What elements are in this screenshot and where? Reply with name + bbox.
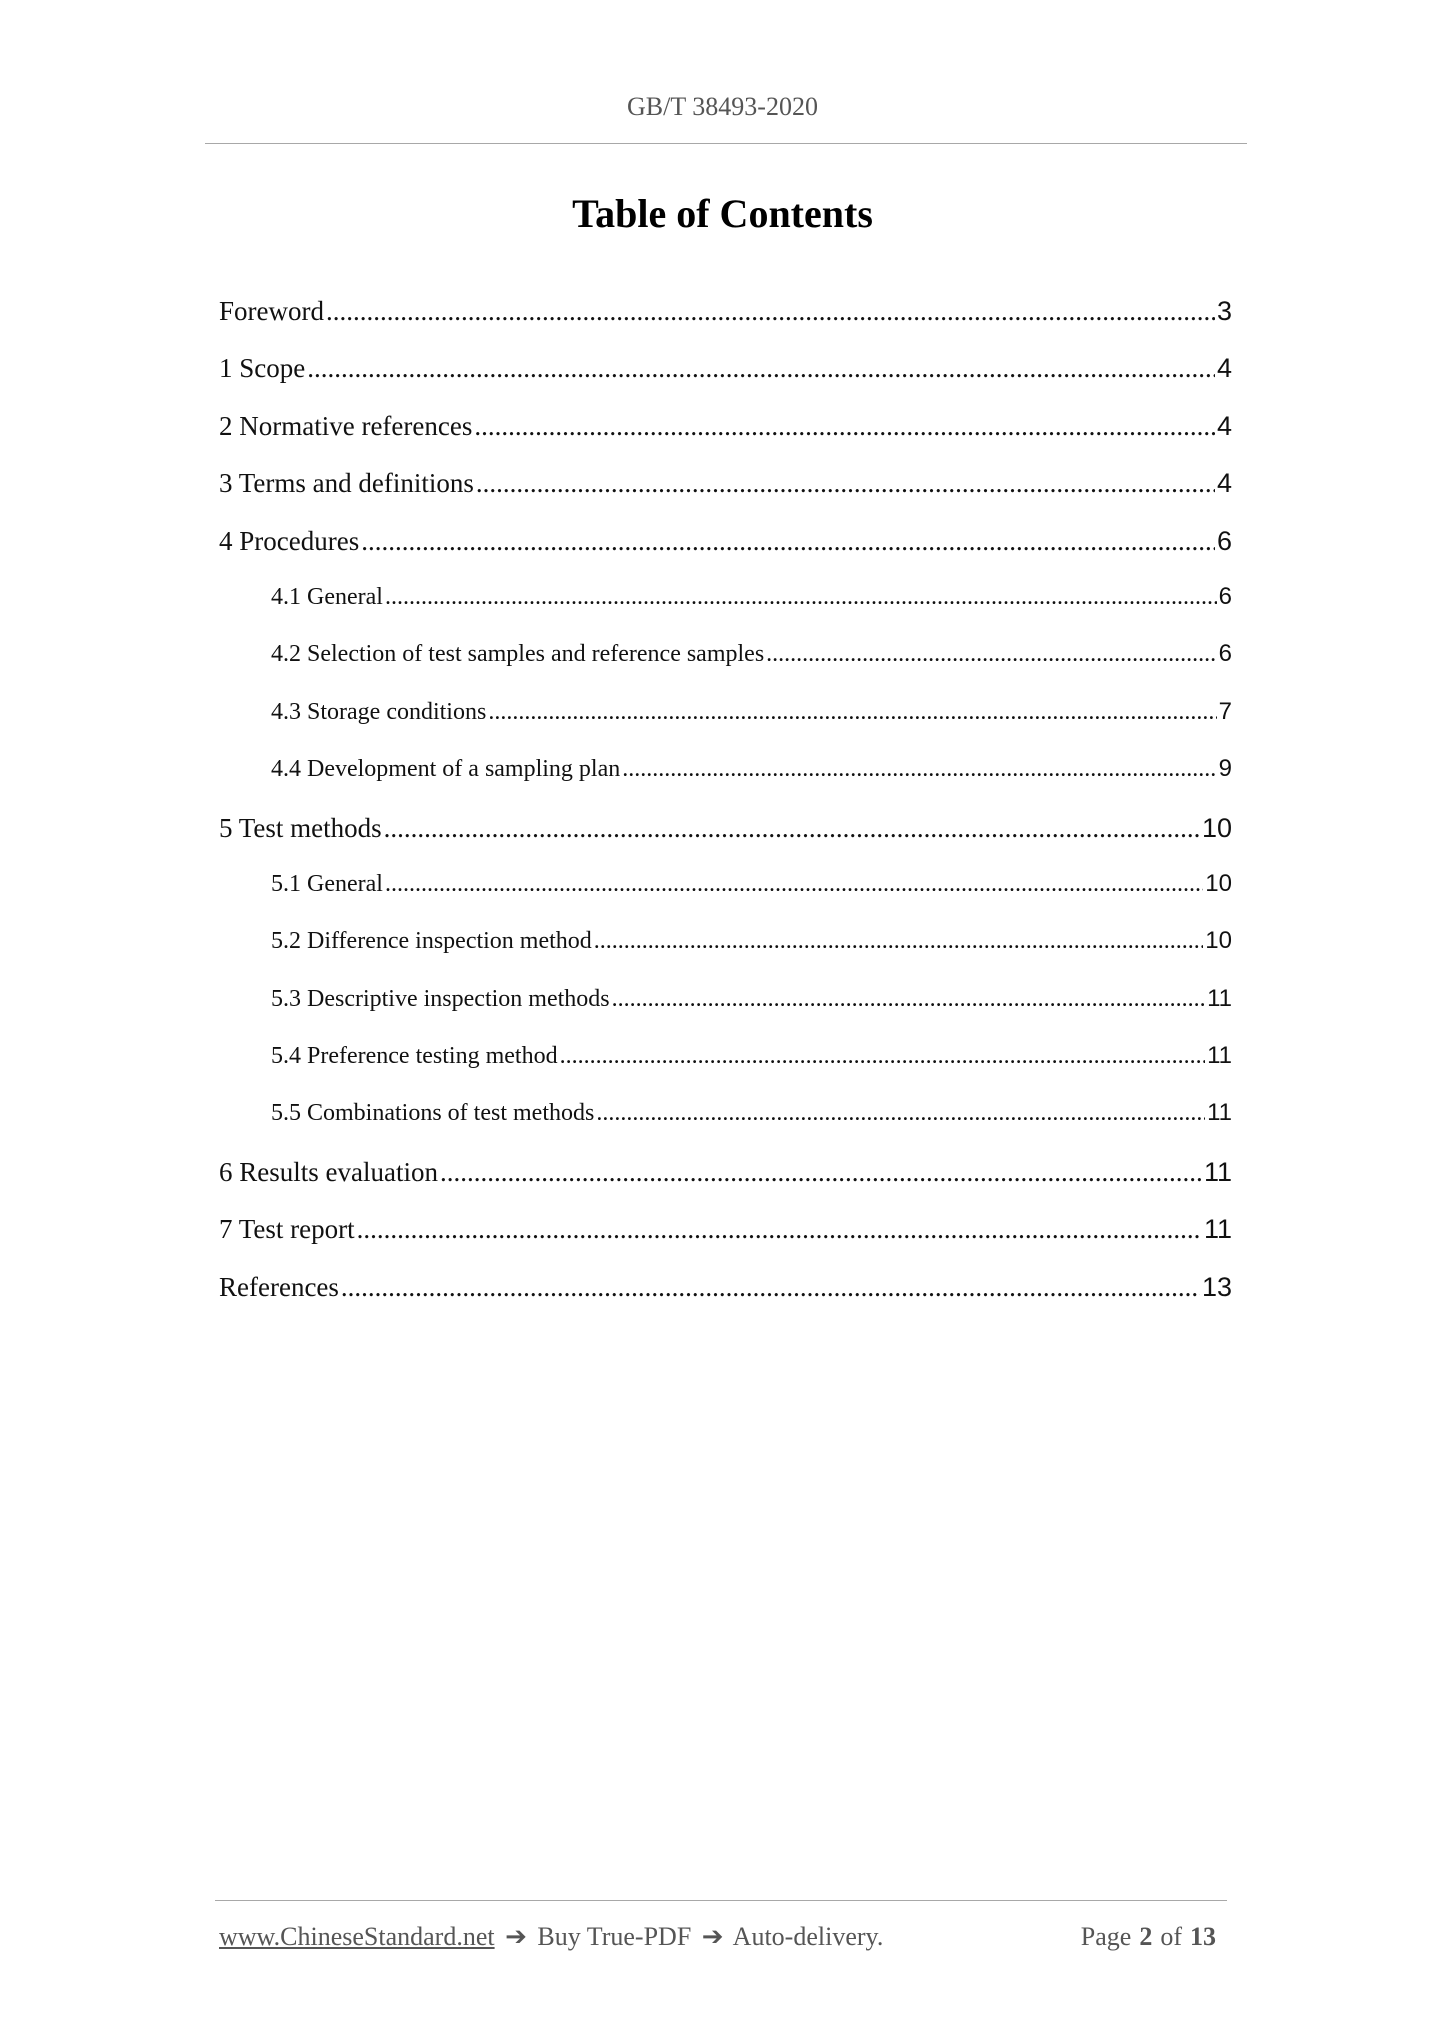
toc-entry-label: 5.2 Difference inspection method [271, 928, 592, 955]
toc-entry-label: 1 Scope [219, 353, 306, 384]
toc-entry-5-2-difference[interactable] [219, 927, 1232, 984]
toc-entry-label: 5.4 Preference testing method [271, 1043, 558, 1070]
toc-entry-label: 6 Results evaluation [219, 1156, 438, 1187]
toc-entry-label: 2 Normative references [219, 410, 473, 441]
toc-entry-page: 10 [1201, 812, 1232, 843]
toc-entry-page: 3 [1216, 296, 1232, 326]
toc-entry-page: 6 [1218, 640, 1232, 668]
toc-entry-page: 7 [1218, 697, 1232, 725]
toc-dot-leader [361, 526, 1215, 557]
toc-dot-leader [476, 468, 1215, 499]
page-indicator [1081, 1922, 1224, 1952]
toc-entry-page: 6 [1216, 525, 1232, 556]
toc-entry-label: 4.3 Storage conditions [271, 698, 487, 725]
toc-entry-label: 5.5 Combinations of test methods [271, 1100, 595, 1127]
page-footer [219, 1922, 1224, 1952]
toc-entry-page: 9 [1218, 755, 1232, 783]
toc-entry-page: 6 [1218, 582, 1232, 610]
toc-entry-label: 4 Procedures [219, 525, 360, 556]
toc-entry-label: References [219, 1271, 339, 1302]
toc-dot-leader [596, 1100, 1205, 1127]
toc-entry-test-report[interactable] [219, 1214, 1232, 1271]
toc-entry-5-4-preference[interactable] [219, 1042, 1232, 1099]
toc-dot-leader [440, 1157, 1202, 1188]
toc-entry-label: Foreword [219, 296, 324, 326]
site-link[interactable]: www.ChineseStandard.net [219, 1922, 495, 1951]
toc-dot-leader [560, 1043, 1206, 1070]
toc-entry-page: 4 [1216, 468, 1232, 499]
toc-entry-normative-references[interactable] [219, 411, 1232, 468]
toc-dot-leader [612, 986, 1205, 1013]
toc-entry-page: 10 [1205, 869, 1232, 897]
toc-dot-leader [474, 411, 1215, 442]
toc-entry-label: 5.1 General [271, 870, 383, 897]
toc-entry-page: 4 [1216, 410, 1232, 441]
toc-entry-5-1-general[interactable] [219, 870, 1232, 927]
toc-dot-leader [307, 353, 1215, 384]
toc-entry-page: 10 [1205, 927, 1232, 955]
toc-dot-leader [357, 1214, 1202, 1245]
toc-dot-leader [594, 928, 1204, 955]
footer-promo [219, 1922, 883, 1952]
toc-entry-page: 11 [1203, 1214, 1232, 1245]
toc-dot-leader [385, 584, 1217, 611]
toc-entry-scope[interactable] [219, 353, 1232, 410]
auto-delivery-text: Auto-delivery. [732, 1922, 884, 1951]
toc-entry-label: 7 Test report [219, 1214, 355, 1245]
toc-entry-page: 11 [1207, 1099, 1232, 1127]
toc-entry-4-4-sampling-plan[interactable] [219, 755, 1232, 812]
page-title: Table of Contents [572, 191, 873, 236]
toc-entry-page: 4 [1216, 353, 1232, 384]
toc-entry-page: 13 [1201, 1271, 1232, 1302]
header-divider [205, 143, 1247, 144]
toc-entry-terms-and-definitions[interactable] [219, 468, 1232, 525]
page-word: Page [1080, 1922, 1132, 1951]
toc-entry-label: 4.1 General [271, 583, 383, 610]
toc-dot-leader [385, 871, 1203, 898]
right-arrow-icon: ➔ [505, 1922, 527, 1951]
toc-entry-test-methods[interactable] [219, 813, 1232, 870]
toc-dot-leader [622, 756, 1216, 783]
right-arrow-icon: ➔ [701, 1922, 724, 1951]
toc-entry-label: 4.2 Selection of test samples and reference samples [271, 641, 765, 668]
toc-dot-leader [488, 699, 1216, 726]
toc-entry-procedures[interactable] [219, 526, 1232, 583]
toc-entry-results-evaluation[interactable] [219, 1157, 1232, 1214]
total-page-count: 13 [1190, 1922, 1216, 1951]
toc-entry-page: 11 [1207, 984, 1232, 1012]
buy-true-pdf-text: Buy True-PDF [537, 1922, 692, 1951]
toc-entry-4-1-general[interactable] [219, 583, 1232, 640]
page-of-word: of [1160, 1922, 1182, 1951]
toc-entry-references[interactable] [219, 1272, 1232, 1329]
toc-entry-5-5-combinations[interactable] [219, 1099, 1232, 1156]
current-page-number: 2 [1139, 1922, 1153, 1951]
toc-entry-label: 5.3 Descriptive inspection methods [271, 985, 610, 1012]
toc-entry-page: 11 [1203, 1156, 1232, 1187]
toc-dot-leader [384, 813, 1200, 844]
table-of-contents [219, 296, 1232, 1329]
toc-dot-leader [766, 641, 1216, 668]
toc-entry-foreword[interactable] [219, 296, 1232, 353]
document-code: GB/T 38493-2020 [627, 92, 818, 121]
toc-entry-5-3-descriptive[interactable] [219, 985, 1232, 1042]
toc-entry-label: 4.4 Development of a sampling plan [271, 756, 621, 783]
toc-dot-leader [341, 1272, 1200, 1303]
toc-entry-label: 5 Test methods [219, 812, 382, 843]
footer-divider [215, 1900, 1227, 1901]
toc-entry-page: 11 [1207, 1042, 1232, 1070]
toc-entry-4-2-selection[interactable] [219, 640, 1232, 697]
toc-entry-4-3-storage[interactable] [219, 698, 1232, 755]
toc-entry-label: 3 Terms and definitions [219, 468, 474, 499]
toc-dot-leader [326, 296, 1215, 327]
